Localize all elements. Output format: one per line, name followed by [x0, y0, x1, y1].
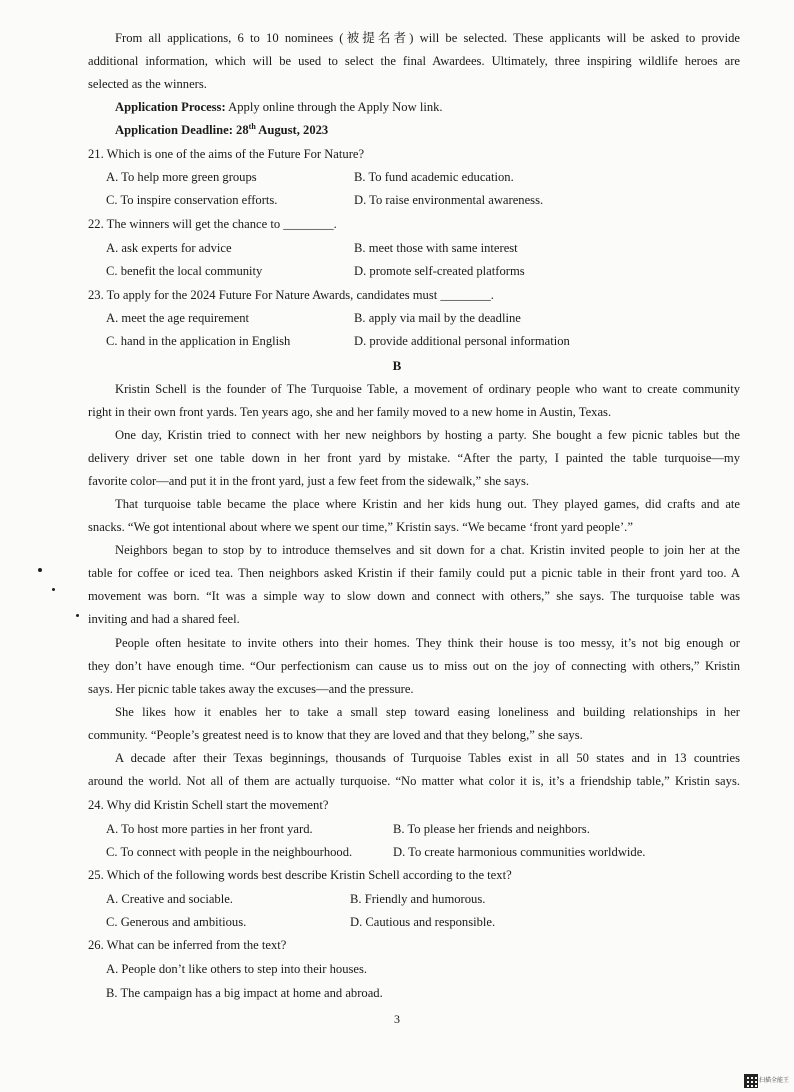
q23-option-a[interactable]: A. meet the age requirement — [106, 311, 250, 325]
process-text: Apply online through the Apply Now link. — [225, 100, 443, 114]
q26-option-b[interactable]: B. The campaign has a big impact at home and abroad. — [106, 986, 383, 1000]
passage-line: Neighbors began to stop by to introduce themselves and sit down for a chat. Kristin invited people to join her at the — [115, 543, 740, 557]
passage-line: She likes how it enables her to take a small step toward easing loneliness and building relationships in her — [115, 705, 740, 719]
question-25: 25. Which of the following words best describe Kristin Schell according to the text? — [88, 868, 512, 882]
deadline-sup: th — [248, 121, 256, 131]
q21-option-a[interactable]: A. To help more green groups — [106, 170, 257, 184]
question-24: 24. Why did Kristin Schell start the movement? — [88, 798, 329, 812]
q22-option-a[interactable]: A. ask experts for advice — [106, 241, 232, 255]
q24-option-a[interactable]: A. To host more parties in her front yard. — [106, 822, 313, 836]
passage-line: One day, Kristin tried to connect with her new neighbors by hosting a party. She bought a few picnic tables but the — [115, 428, 740, 442]
scanner-watermark: 扫描全能王 — [759, 1077, 790, 1084]
passage-line: says. Her picnic table takes away the excuses—and the pressure. — [88, 682, 414, 696]
passage-line: table for coffee or iced tea. Then neighbors asked Kristin if their family could put a picnic table in their front yard too. A — [88, 566, 740, 580]
passage-line: they don’t have enough time. “Our perfectionism can cause us to miss out on the joy of connecting with others,” Kristin — [88, 659, 740, 673]
q26-option-a[interactable]: A. People don’t like others to step into their houses. — [106, 962, 368, 976]
passage-line: Kristin Schell is the founder of The Turquoise Table, a movement of ordinary people who want to create community — [115, 382, 740, 396]
q22-option-b[interactable]: B. meet those with same interest — [354, 241, 518, 255]
application-deadline — [115, 122, 740, 138]
intro-line-2: additional information, which will be used to select the final Awardees. Ultimately, three inspiring wildlife heroes are — [88, 54, 740, 68]
qr-code-icon — [744, 1074, 758, 1088]
q25-option-a[interactable]: A. Creative and sociable. — [106, 892, 233, 906]
q23-option-d[interactable]: D. provide additional personal information — [354, 334, 570, 348]
passage-line: inviting and had a shared feel. — [88, 612, 240, 626]
passage-line: community. “People’s greatest need is to know that they are loved and that they belong,” she says. — [88, 728, 583, 742]
question-23: 23. To apply for the 2024 Future For Nature Awards, candidates must ________. — [88, 288, 494, 302]
q21-option-c[interactable]: C. To inspire conservation efforts. — [106, 193, 278, 207]
scan-speck — [38, 568, 42, 572]
q22-option-d[interactable]: D. promote self-created platforms — [354, 264, 525, 278]
section-heading-b: B — [392, 358, 402, 373]
q23-option-b[interactable]: B. apply via mail by the deadline — [354, 311, 521, 325]
passage-line: snacks. “We got intentional about where we spent our time,” Kristin says. “We became ‘front yard people’.” — [88, 520, 633, 534]
q25-option-d[interactable]: D. Cautious and responsible. — [350, 915, 496, 929]
question-22: 22. The winners will get the chance to ________. — [88, 217, 337, 231]
passage-line: right in their own front yards. Ten years ago, she and her family moved to a new home in Austin, Texas. — [88, 405, 612, 419]
q25-option-b[interactable]: B. Friendly and humorous. — [350, 892, 486, 906]
application-process — [115, 99, 740, 115]
process-label: Application Process: — [115, 100, 226, 114]
intro-line-1: From all applications, 6 to 10 nominees (被提名者) will be selected. These applicants will be asked to provide — [115, 31, 740, 45]
passage-line: around the world. Not all of them are actually turquoise. “No matter what color it is, it’s a friendship table,” Kristin says. — [88, 774, 740, 788]
passage-line: People often hesitate to invite others into their homes. They think their house is too messy, it’s not big enough or — [115, 636, 740, 650]
passage-line: delivery driver set one table down in her front yard by mistake. “After the party, I painted the table turquoise—my — [88, 451, 740, 465]
deadline-label: Application Deadline: 28 — [115, 123, 249, 137]
q24-option-d[interactable]: D. To create harmonious communities worldwide. — [393, 845, 646, 859]
scan-speck — [76, 614, 79, 617]
question-26: 26. What can be inferred from the text? — [88, 938, 287, 952]
q23-option-c[interactable]: C. hand in the application in English — [106, 334, 291, 348]
q21-option-d[interactable]: D. To raise environmental awareness. — [354, 193, 544, 207]
page-number: 3 — [394, 1012, 400, 1026]
passage-line: A decade after their Texas beginnings, thousands of Turquoise Tables exist in all 50 states and in 13 countries — [115, 751, 740, 765]
passage-line: movement was born. “It was a simple way to slow down and connect with others,” she says. The turquoise table was — [88, 589, 740, 603]
passage-line: That turquoise table became the place where Kristin and her kids hung out. They played games, did crafts and ate — [115, 497, 740, 511]
passage-line: favorite color—and put it in the front yard, just a few feet from the sidewalk,” she says. — [88, 474, 529, 488]
intro-line-3: selected as the winners. — [88, 77, 207, 91]
q24-option-c[interactable]: C. To connect with people in the neighbourhood. — [106, 845, 353, 859]
question-21: 21. Which is one of the aims of the Future For Nature? — [88, 147, 365, 161]
q22-option-c[interactable]: C. benefit the local community — [106, 264, 263, 278]
q24-option-b[interactable]: B. To please her friends and neighbors. — [393, 822, 590, 836]
deadline-rest: August, 2023 — [255, 123, 329, 137]
q21-option-b[interactable]: B. To fund academic education. — [354, 170, 514, 184]
q25-option-c[interactable]: C. Generous and ambitious. — [106, 915, 247, 929]
scan-speck — [52, 588, 55, 591]
